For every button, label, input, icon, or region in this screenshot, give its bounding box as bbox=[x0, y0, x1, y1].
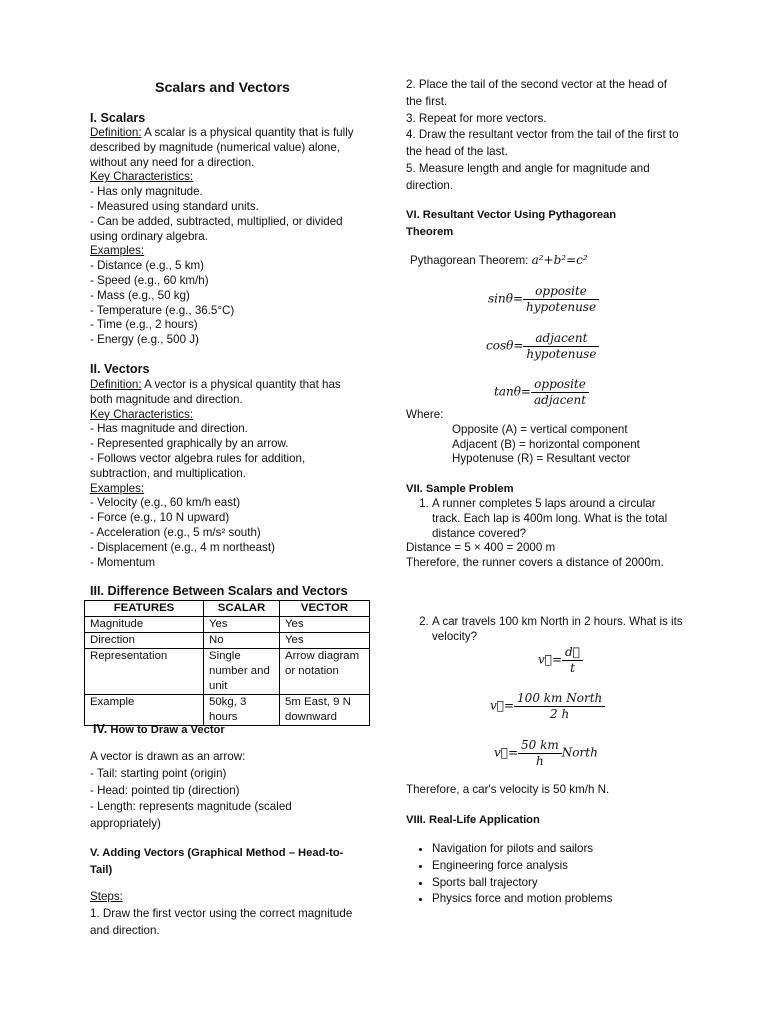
eq3-lhs: v⃗= bbox=[494, 745, 519, 760]
draw-item: - Length: represents magnitude (scaled appropriately) bbox=[90, 800, 292, 831]
vectors-key-item: - Has magnitude and direction. bbox=[90, 422, 248, 436]
scalars-def-label: Definition: bbox=[90, 126, 142, 139]
table-header-row bbox=[85, 601, 370, 617]
table-row bbox=[85, 617, 370, 633]
scalars-definition bbox=[90, 126, 365, 170]
eq1-lhs: v⃗= bbox=[538, 652, 563, 667]
eq1-denominator: t bbox=[570, 661, 575, 675]
table-row bbox=[85, 695, 370, 726]
adding-step: 2. Place the tail of the second vector at the head of the first. bbox=[406, 78, 668, 108]
vectors-key-label: Key Characteristics: bbox=[90, 407, 194, 421]
cos-lhs: cosθ= bbox=[486, 338, 524, 353]
difference-heading: III. Difference Between Scalars and Vectors bbox=[90, 584, 348, 598]
velocity-equation-1 bbox=[538, 645, 583, 676]
draw-heading-text: How to Draw a Vector bbox=[107, 724, 225, 736]
list-item: • Sports ball trajectory bbox=[432, 875, 686, 892]
scalars-key-item: - Has only magnitude. bbox=[90, 185, 203, 199]
draw-heading-num: IV. bbox=[93, 722, 108, 736]
draw-section bbox=[90, 749, 365, 833]
velocity-equation-2 bbox=[490, 691, 605, 722]
scalars-key-item: - Measured using standard units. bbox=[90, 199, 259, 213]
eq2-denominator: 2 h bbox=[550, 707, 570, 721]
adding-step-1: 1. Draw the first vector using the correct magnitude and direction. bbox=[90, 906, 353, 937]
adding-section bbox=[90, 889, 365, 939]
scalars-example: - Speed (e.g., 60 km/h) bbox=[90, 273, 209, 287]
pythag-theorem bbox=[410, 253, 588, 267]
table-cell: Representation bbox=[85, 649, 204, 695]
list-item: • Physics force and motion problems bbox=[432, 891, 686, 908]
sin-equation bbox=[488, 284, 599, 315]
scalars-example: - Temperature (e.g., 36.5°C) bbox=[90, 303, 235, 317]
sample-problem-1-text: 1. A runner completes 5 laps around a circular track. Each lap is 400m long. What is the total distance covered? bbox=[432, 497, 686, 541]
tan-numerator: opposite bbox=[531, 377, 589, 393]
sin-lhs: sinθ= bbox=[488, 291, 524, 306]
eq2-numerator: 100 km North bbox=[514, 691, 605, 707]
vectors-example: - Momentum bbox=[90, 555, 156, 569]
vectors-example: - Force (e.g., 10 N upward) bbox=[90, 511, 230, 525]
list-item: • Navigation for pilots and sailors bbox=[432, 841, 686, 858]
sample-heading: VII. Sample Problem bbox=[406, 483, 514, 495]
table-cell: Yes bbox=[204, 617, 280, 633]
application-heading: VIII. Real-Life Application bbox=[406, 814, 540, 826]
adding-step: 5. Measure length and angle for magnitude and direction. bbox=[406, 161, 650, 192]
cos-equation bbox=[486, 331, 599, 362]
table-cell: No bbox=[204, 633, 280, 649]
vectors-section bbox=[90, 378, 365, 570]
scalars-example: - Distance (e.g., 5 km) bbox=[90, 259, 205, 273]
adding-step: 4. Draw the resultant vector from the tail of the first to the head of the last. bbox=[406, 128, 679, 159]
table-cell: Example bbox=[85, 695, 204, 726]
sample-problem-1-calc: Distance = 5 × 400 = 2000 m bbox=[406, 541, 556, 555]
adding-heading: V. Adding Vectors (Graphical Method – Head-to-Tail) bbox=[90, 847, 344, 876]
tan-denominator: adjacent bbox=[533, 393, 587, 407]
adding-steps-continued bbox=[406, 77, 684, 195]
pythag-where bbox=[406, 408, 686, 467]
table-row bbox=[85, 633, 370, 649]
where-item: Hypotenuse (R) = Resultant vector bbox=[452, 452, 631, 466]
pythag-theorem-label: Pythagorean Theorem: bbox=[410, 254, 532, 267]
table-cell: Yes bbox=[280, 633, 370, 649]
cos-denominator: hypotenuse bbox=[526, 347, 597, 361]
table-header-cell: SCALAR bbox=[204, 601, 280, 617]
vectors-example: - Displacement (e.g., 4 m northeast) bbox=[90, 540, 275, 554]
draw-intro: A vector is drawn as an arrow: bbox=[90, 750, 246, 763]
table-cell: Direction bbox=[85, 633, 204, 649]
sample-problem-2-text: 2. A car travels 100 km North in 2 hours. What is its velocity? bbox=[432, 615, 686, 645]
eq1-numerator: d⃗ bbox=[562, 645, 583, 661]
scalars-key-item: - Can be added, subtracted, multiplied, or divided using ordinary algebra. bbox=[90, 214, 343, 243]
where-item: Opposite (A) = vertical component bbox=[452, 422, 628, 436]
sin-denominator: hypotenuse bbox=[526, 300, 597, 314]
vectors-def-text: A vector is a physical quantity that has both magnitude and direction. bbox=[90, 378, 341, 406]
pythag-heading: VI. Resultant Vector Using Pythagorean Theorem bbox=[406, 209, 617, 238]
where-label: Where: bbox=[406, 408, 444, 421]
table-header-cell: FEATURES bbox=[85, 601, 204, 617]
table-cell: 50kg, 3 hours bbox=[204, 695, 280, 726]
vectors-heading: II. Vectors bbox=[90, 362, 150, 376]
table-cell: Arrow diagram or notation bbox=[280, 649, 370, 695]
sin-numerator: opposite bbox=[523, 284, 599, 300]
sample-problem-2-answer: Therefore, a car's velocity is 50 km/h N. bbox=[406, 783, 610, 796]
sample-problem-2 bbox=[406, 615, 686, 645]
pythag-theorem-equation: a²+b²=c² bbox=[531, 253, 588, 267]
table-cell: Single number and unit bbox=[204, 649, 280, 695]
vectors-key-item: - Follows vector algebra rules for addition, subtraction, and multiplication. bbox=[90, 451, 306, 480]
eq2-lhs: v⃗= bbox=[490, 698, 515, 713]
scalars-heading: I. Scalars bbox=[90, 111, 146, 125]
eq3-numerator: 50 km bbox=[518, 738, 562, 754]
table-cell: Yes bbox=[280, 617, 370, 633]
scalars-example: - Energy (e.g., 500 J) bbox=[90, 333, 199, 347]
where-item: Adjacent (B) = horizontal component bbox=[452, 437, 640, 451]
table-cell: 5m East, 9 N downward bbox=[280, 695, 370, 726]
sample-problem-1-answer: Therefore, the runner covers a distance of 2000m. bbox=[406, 556, 664, 570]
cos-numerator: adjacent bbox=[523, 331, 599, 347]
draw-item: - Tail: starting point (origin) bbox=[90, 766, 227, 780]
vectors-key-item: - Represented graphically by an arrow. bbox=[90, 437, 289, 451]
scalars-example: - Time (e.g., 2 hours) bbox=[90, 318, 198, 332]
scalars-key-label: Key Characteristics: bbox=[90, 170, 194, 184]
application-list bbox=[406, 841, 686, 908]
adding-steps-label: Steps: bbox=[90, 890, 123, 903]
scalars-def-text: A scalar is a physical quantity that is fully described by magnitude (numerical value) alone, without any need for a direction. bbox=[90, 126, 354, 169]
vectors-def-label: Definition: bbox=[90, 378, 142, 391]
table-header-cell: VECTOR bbox=[280, 601, 370, 617]
table-cell: Magnitude bbox=[85, 617, 204, 633]
vectors-example: - Acceleration (e.g., 5 m/s² south) bbox=[90, 525, 261, 539]
table-row bbox=[85, 649, 370, 695]
scalars-example: - Mass (e.g., 50 kg) bbox=[90, 288, 190, 302]
tan-equation bbox=[494, 377, 589, 408]
draw-item: - Head: pointed tip (direction) bbox=[90, 783, 240, 797]
scalars-section bbox=[90, 126, 365, 348]
scalars-examples-label: Examples: bbox=[90, 244, 145, 258]
tan-lhs: tanθ= bbox=[494, 384, 531, 399]
vectors-definition bbox=[90, 378, 365, 408]
eq3-denominator: h bbox=[536, 754, 544, 768]
sample-problem-1 bbox=[406, 497, 686, 571]
vectors-examples-label: Examples: bbox=[90, 481, 145, 495]
difference-table bbox=[84, 600, 370, 726]
eq3-rhs: North bbox=[561, 745, 598, 760]
list-item: • Engineering force analysis bbox=[432, 858, 686, 875]
adding-step: 3. Repeat for more vectors. bbox=[406, 111, 547, 125]
velocity-equation-3 bbox=[494, 738, 598, 769]
page-title: Scalars and Vectors bbox=[155, 80, 290, 96]
vectors-example: - Velocity (e.g., 60 km/h east) bbox=[90, 496, 241, 510]
